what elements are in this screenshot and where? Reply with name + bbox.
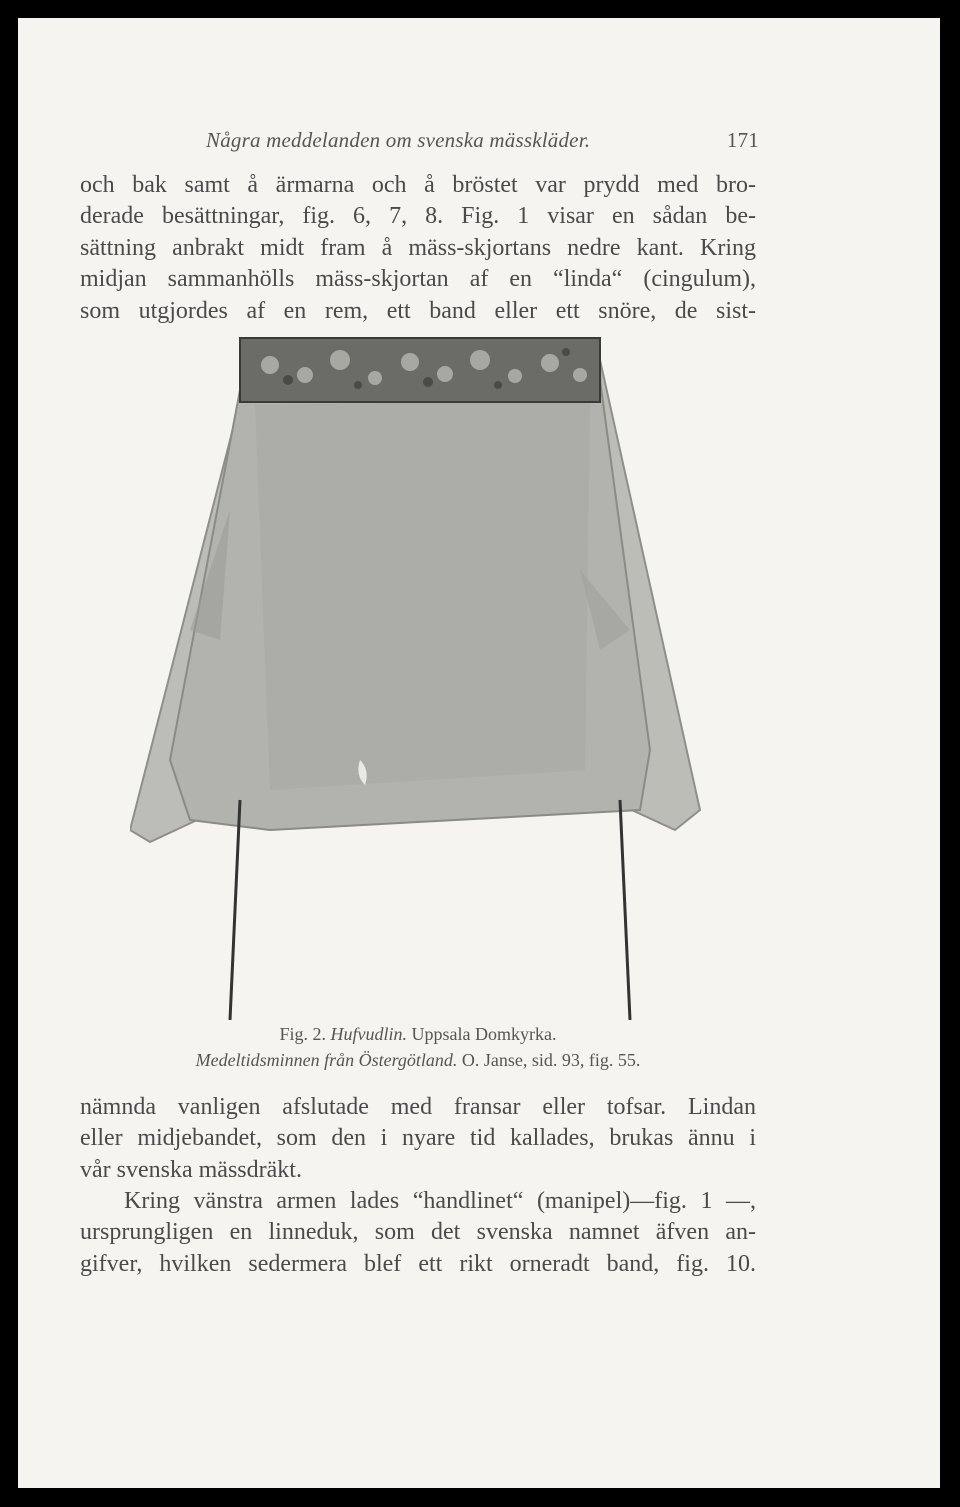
figure-photo [130,330,710,1020]
text-line: Kring vänstra armen lades “handlinet“ (manipel)—fig. 1 —, [124,1188,756,1214]
text-line: midjan sammanhölls mäss-skjortan af en “linda“ (cingulum), [80,266,756,293]
paragraph-top [80,170,756,327]
caption-label: Fig. 2. [279,1024,327,1044]
text-line: och bak samt å ärmarna och å bröstet var prydd med bro- [80,172,756,198]
caption-source: Medeltidsminnen från Östergötland. [195,1050,458,1070]
figure-caption-line2 [80,1050,756,1071]
page-number: 171 [726,128,759,152]
caption-ref: O. Janse, sid. 93, fig. 55. [461,1050,641,1070]
amice-photo [130,330,710,1020]
text-line: ursprungligen en linneduk, som det svenska namnet äfven an- [80,1219,756,1246]
text-line: nämnda vanligen afslutade med fransar eller tofsar. Lindan [80,1094,756,1120]
text-line: gifver, hvilken sedermera blef ett rikt orneradt band, fig. 10. [80,1250,756,1277]
text-line: sättning anbrakt midt fram å mäss-skjortans nedre kant. Kring [80,234,756,261]
caption-place: Uppsala Domkyrka. [411,1024,557,1044]
running-header [206,128,759,153]
right-tie [620,800,630,1020]
paragraph-bottom-2 [80,1186,756,1280]
paragraph-bottom-1 [80,1092,756,1186]
text-line: som utgjordes af en rem, ett band eller ett snöre, de sist- [80,297,756,324]
header-title: Några meddelanden om svenska mässkläder. [206,128,591,152]
figure-caption-line1 [80,1024,756,1045]
left-tie [230,800,240,1020]
caption-title: Hufvudlin. [330,1024,408,1044]
text-line: vår svenska mässdräkt. [80,1156,302,1183]
text-line: derade besättningar, fig. 6, 7, 8. Fig. 1 visar en sådan be- [80,203,756,230]
text-line: eller midjebandet, som den i nyare tid kallades, brukas ännu i [80,1125,756,1152]
